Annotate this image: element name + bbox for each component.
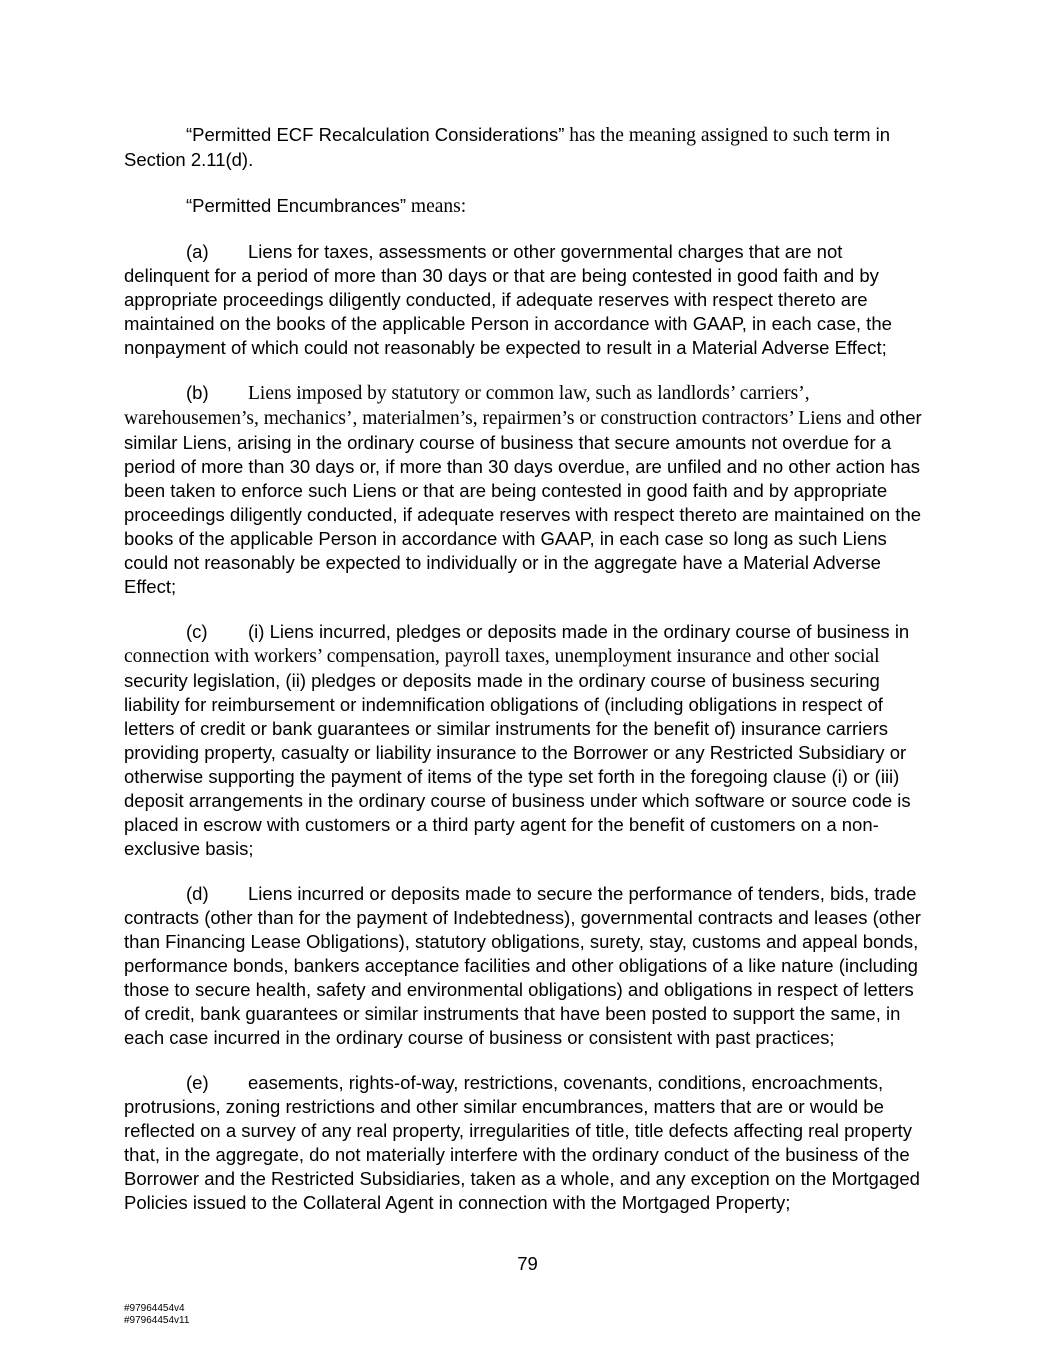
clause-b-text: other similar Liens, arising in the ordinary course of business that secure amounts not overdue for a period of more than 30 days or, if more than 30 days overdue, are unfiled and no other action has been taken to enforce such Liens or that are being contested in good faith and by appropriate proceedings diligently conducted, if adequate reserves with respect thereto are maintained on the books of the applicable Person in accordance with GAAP, in each case so long as such Liens could not reasonably be expected to individually or in the aggregate have a Material Adverse Effect; bbox=[124, 407, 922, 597]
defined-term-encumbrances: “Permitted Encumbrances” bbox=[186, 195, 407, 216]
clause-c-text-serif: connection with workers’ compensation, payroll taxes, unemployment insurance and other social bbox=[124, 646, 880, 667]
clause-e bbox=[124, 1071, 932, 1215]
clause-c-label: (c) bbox=[186, 621, 208, 642]
document-id: #97964454v4 bbox=[124, 1303, 185, 1314]
definition-ecf-text: has the meaning assigned to such bbox=[564, 125, 834, 146]
definition-ecf-tail: term in Section 2.11(d). bbox=[124, 124, 891, 170]
defined-term-ecf: “Permitted ECF Recalculation Considerations” bbox=[186, 124, 565, 145]
definition-encumbrances bbox=[124, 194, 932, 219]
definition-encumbrances-text: means: bbox=[406, 196, 467, 217]
clause-d-text: Liens incurred or deposits made to secure the performance of tenders, bids, trade contracts (other than for the payment of Indebtedness), governmental contracts and leases (other than Financing Lease Obligations), statutory obligations, surety, stay, customs and appeal bonds, performance bonds, bankers acceptance facilities and other obligations of a like nature (including those to secure health, safety and environmental obligations) and obligations in respect of letters of credit, bank guarantees or similar instruments that have been posted to support the same, in each case incurred in the ordinary course of business or consistent with past practices; bbox=[124, 883, 921, 1048]
clause-a bbox=[124, 240, 932, 360]
page-number: 79 bbox=[517, 1253, 538, 1274]
clause-b bbox=[124, 381, 932, 599]
clause-c-text-first: (i) Liens incurred, pledges or deposits made in the ordinary course of business in bbox=[248, 621, 910, 642]
clause-d-label: (d) bbox=[186, 883, 209, 904]
clause-a-text: Liens for taxes, assessments or other governmental charges that are not delinquent for a period of more than 30 days or that are being contested in good faith and by appropriate proceedings diligently conducted, if adequate reserves with respect thereto are maintained on the books of the applicable Person in accordance with GAAP, in each case, the nonpayment of which could not reasonably be expected to result in a Material Adverse Effect; bbox=[124, 241, 892, 358]
clause-c-text: security legislation, (ii) pledges or deposits made in the ordinary course of business securing liability for reimbursement or indemnification obligations of (including obligations in respect of letters of credit or bank guarantees or similar instruments for the benefit of) insurance carriers providing property, casualty or liability insurance to the Borrower or any Restricted Subsidiary or otherwise supporting the payment of items of the type set forth in the foregoing clause (i) or (iii) deposit arrangements in the ordinary course of business under which software or source code is placed in escrow with customers or a third party agent for the benefit of customers on a non-exclusive basis; bbox=[124, 670, 911, 859]
clause-b-text-serif: Liens imposed by statutory or common law, such as landlords’ carriers’, warehousemen’s, mechanics’, materialmen’s, repairmen’s or construction contractors’ Liens and bbox=[124, 383, 880, 429]
clause-b-label: (b) bbox=[186, 382, 209, 403]
clause-c bbox=[124, 620, 932, 861]
clause-e-text: easements, rights-of-way, restrictions, covenants, conditions, encroachments, protrusions, zoning restrictions and other similar encumbrances, matters that are or would be reflected on a survey of any real property, irregularities of title, title defects affecting real property that, in the aggregate, do not materially interfere with the ordinary conduct of the business of the Borrower and the Restricted Subsidiaries, taken as a whole, and any exception on the Mortgaged Policies issued to the Collateral Agent in connection with the Mortgaged Property; bbox=[124, 1072, 920, 1213]
clause-a-label: (a) bbox=[186, 241, 209, 262]
clause-d bbox=[124, 882, 932, 1050]
document-id: #97964454v11 bbox=[124, 1315, 190, 1326]
clause-e-label: (e) bbox=[186, 1072, 209, 1093]
page-body bbox=[124, 123, 932, 1215]
definition-ecf bbox=[124, 123, 932, 172]
